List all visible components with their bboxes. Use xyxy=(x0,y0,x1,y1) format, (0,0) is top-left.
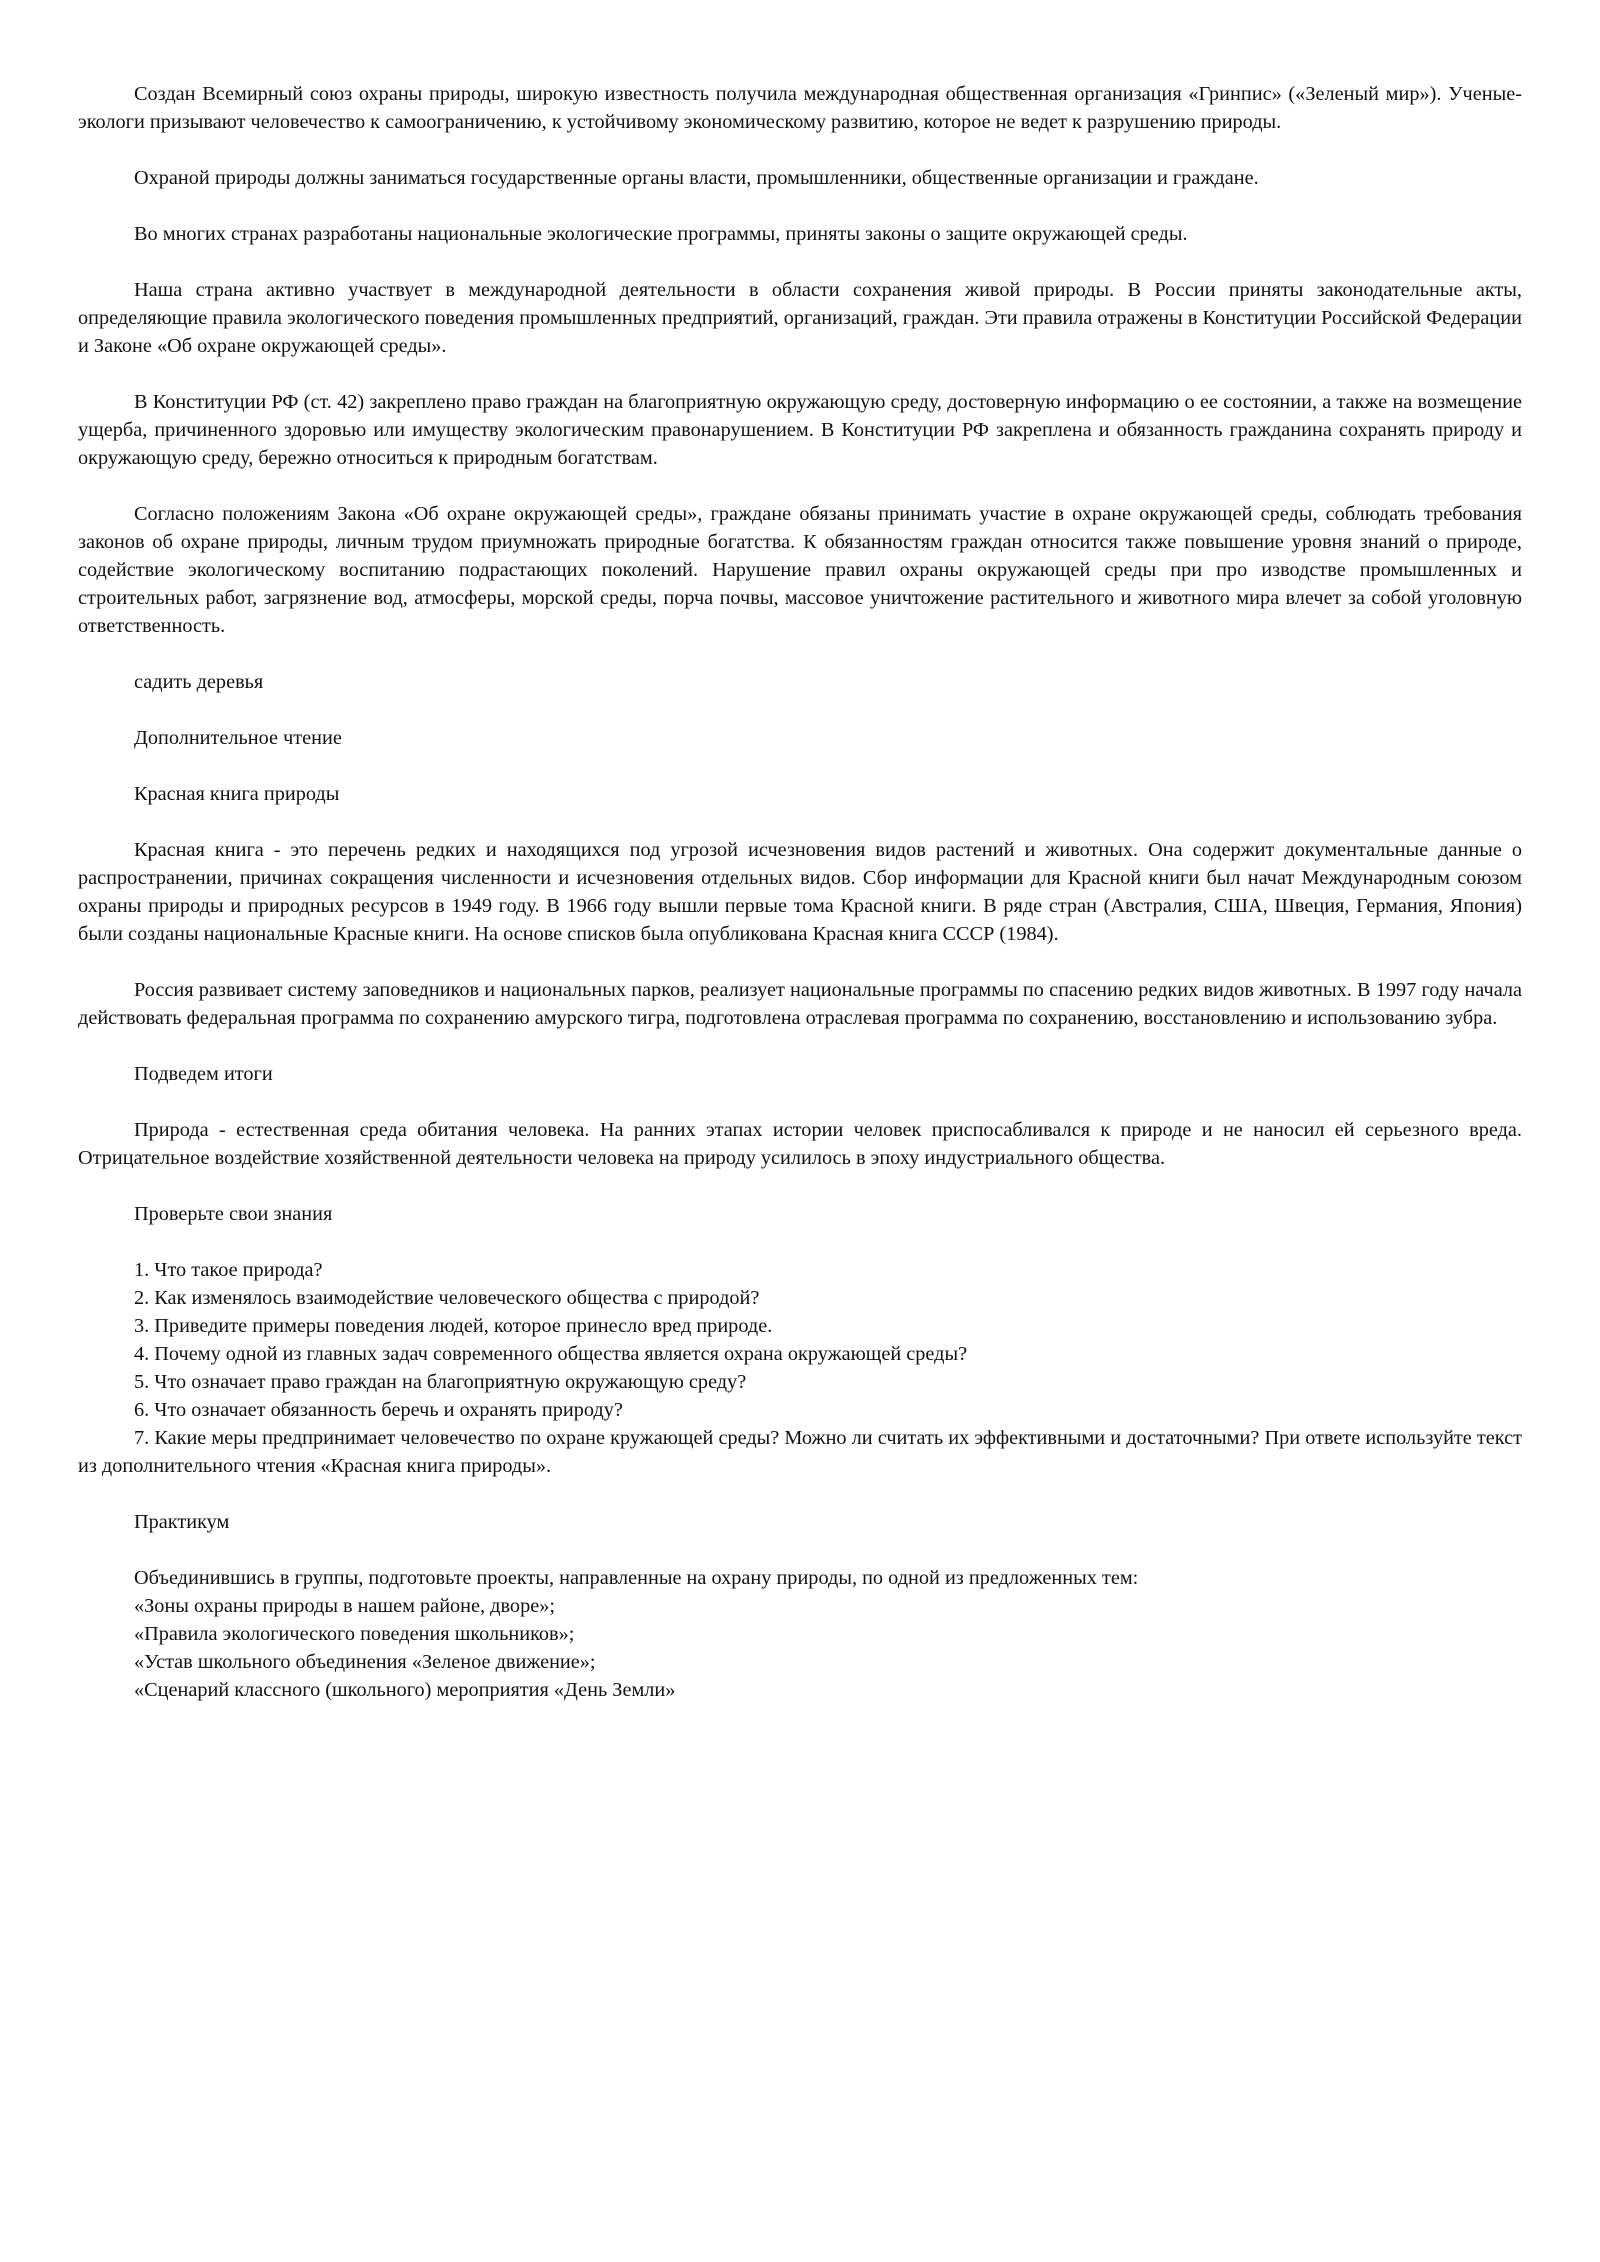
paragraph-national-programs: Во многих странах разработаны национальные экологические программы, приняты законы о защите окружающей среды. xyxy=(134,223,1188,245)
question-item: 3. Приведите примеры поведения людей, которое принесло вред природе. xyxy=(134,1315,773,1337)
paragraph-reserves: Россия развивает систему заповедников и национальных парков, реализует национальные программы по спасению редких видов животных. В 1997 году начала действовать федеральная программа по сохранению амурского тигра, подготовлена отраслевая программа по сохранению, восстановлению и использованию зубра. xyxy=(78,979,1522,1029)
paragraph-constitution: В Конституции РФ (ст. 42) закреплено право граждан на благоприятную окружающую среду, достоверную информацию о ее состоянии, а также на возмещение ущерба, причиненного здоровью или имуществу экологическим правонарушением. В Конституции РФ закреплена и обязанность гражданина сохранять природу и окружающую среду, бережно относиться к природным богатствам. xyxy=(78,391,1522,469)
practicum-heading: Практикум xyxy=(134,1511,230,1533)
practicum-block xyxy=(78,1564,1522,1704)
question-item: 7. Какие меры предпринимает человечество по охране кружающей среды? Можно ли считать их эффективными и достаточными? При ответе используйте текст из дополнительного чтения «Красная книга природы». xyxy=(78,1427,1522,1477)
red-book-heading: Красная книга природы xyxy=(134,783,340,805)
paragraph-who-protects: Охраной природы должны заниматься государственные органы власти, промышленники, общественные организации и граждане. xyxy=(134,167,1259,189)
questions-list xyxy=(78,1256,1522,1480)
paragraph-summary: Природа - естественная среда обитания человека. На ранних этапах истории человек приспосабливался к природе и не наносил ей серьезного вреда. Отрицательное воздействие хозяйственной деятельности человека на природу усилилось в эпоху индустриального общества. xyxy=(78,1119,1522,1169)
paragraph-red-book: Красная книга - это перечень редких и находящихся под угрозой исчезновения видов растений и животных. Она содержит документальные данные о распространении, причинах сокращения численности и исчезновения отдельных видов. Сбор информации для Красной книги был начат Международным союзом охраны природы и природных ресурсов в 1949 году. В 1966 году вышли первые тома Красной книги. В ряде стран (Австралия, США, Швеция, Германия, Япония) были созданы национальные Красные книги. На основе списков была опубликована Красная книга СССР (1984). xyxy=(78,839,1522,945)
question-item: 6. Что означает обязанность беречь и охранять природу? xyxy=(134,1399,623,1421)
question-item: 5. Что означает право граждан на благоприятную окружающую среду? xyxy=(134,1371,747,1393)
paragraph-russia-participation: Наша страна активно участвует в международной деятельности в области сохранения живой природы. В России приняты законодательные акты, определяющие правила экологического поведения промышленных предприятий, организаций, граждан. Эти правила отражены в Конституции Российской Федерации и Законе «Об охране окружающей среды». xyxy=(78,279,1522,357)
paragraph-environment-law: Согласно положениям Закона «Об охране окружающей среды», граждане обязаны принимать участие в охране окружающей среды, соблюдать требования законов об охране природы, личным трудом приумножать природные богатства. К обязанностям граждан относится также повышение уровня знаний о природе, содействие экологическому воспитанию подрастающих поколений. Нарушение правил охраны окружающей среды при про изводстве промышленных и строительных работ, загрязнение вод, атмосферы, морской среды, порча почвы, массовое уничтожение растительного и животного мира влечет за собой уголовную ответственность. xyxy=(78,503,1522,637)
paragraph-world-union: Создан Всемирный союз охраны природы, широкую известность получила международная общественная организация «Гринпис» («Зеленый мир»). Ученые-экологи призывают человечество к самоограничению, к устойчивому экономическому развитию, которое не ведет к разрушению природы. xyxy=(78,83,1522,133)
document-page xyxy=(78,80,1522,1732)
practicum-topic: «Правила экологического поведения школьников»; xyxy=(134,1623,575,1645)
check-knowledge-heading: Проверьте свои знания xyxy=(134,1203,333,1225)
practicum-topic: «Зоны охраны природы в нашем районе, дворе»; xyxy=(134,1595,555,1617)
summary-heading: Подведем итоги xyxy=(134,1063,273,1085)
question-item: 4. Почему одной из главных задач современного общества является охрана окружающей среды? xyxy=(134,1343,968,1365)
practicum-intro: Объединившись в группы, подготовьте проекты, направленные на охрану природы, по одной из предложенных тем: xyxy=(134,1567,1139,1589)
plant-trees-line: садить деревья xyxy=(134,671,264,693)
practicum-topic: «Устав школьного объединения «Зеленое движение»; xyxy=(134,1651,596,1673)
practicum-topic: «Сценарий классного (школьного) мероприятия «День Земли» xyxy=(134,1679,676,1701)
question-item: 2. Как изменялось взаимодействие человеческого общества с природой? xyxy=(134,1287,760,1309)
question-item: 1. Что такое природа? xyxy=(134,1259,323,1281)
extra-reading-heading: Дополнительное чтение xyxy=(134,727,342,749)
